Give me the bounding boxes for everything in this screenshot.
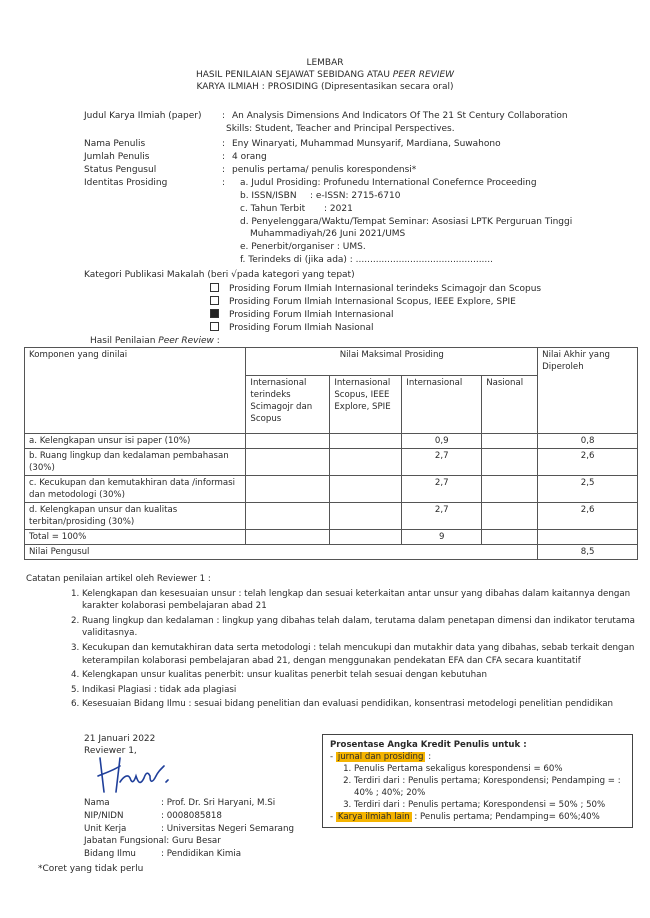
status-label: Status Pengusul xyxy=(84,165,157,175)
colon: : xyxy=(222,152,226,162)
identitas-b-value: : e-ISSN: 2715-6710 xyxy=(310,191,401,201)
total-row xyxy=(25,530,638,545)
credit-item: 1. Penulis Pertama sekaligus korespondensi = 60% xyxy=(354,763,625,775)
total-intl-value: 9 xyxy=(402,530,482,545)
signer-details xyxy=(84,797,294,861)
footnote: *Coret yang tidak perlu xyxy=(38,864,144,874)
note-item: 6. Kesesuaian Bidang Ilmu : sesuai bidang penelitian dan evaluasi pendidikan, konsentrasi metodelogi penelitian pendidikan xyxy=(82,698,638,711)
pengusul-value: 8,5 xyxy=(538,545,638,560)
hasil-prefix: Hasil Penilaian xyxy=(90,336,159,346)
identitas-c-label: c. Tahun Terbit xyxy=(240,204,306,214)
sign-date: 21 Januari 2022 xyxy=(84,734,156,744)
row-label: a. Kelengkapan unsur isi paper (10%) xyxy=(25,434,246,449)
note-item: 2. Ruang lingkup dan kedalaman : lingkup yang dibahas telah dalam, terutama dalam penetapan dimensi dan indikator terutama validitasnya. xyxy=(82,615,638,640)
penulis-label: Nama Penulis xyxy=(84,139,146,149)
row-intl-value: 2,7 xyxy=(402,449,482,476)
penulis-value: Eny Winaryati, Muhammad Munsyarif, Mardiana, Suwahono xyxy=(232,139,501,149)
note-item: 4. Kelengkapan unsur kualitas penerbit: unsur kualitas penerbit telah sesuai dengan kebutuhan xyxy=(82,669,638,682)
judul-label: Judul Karya Ilmiah (paper) xyxy=(84,111,202,121)
reviewer-notes xyxy=(26,573,638,713)
title-prefix: HASIL PENILAIAN SEJAWAT SEBIDANG ATAU xyxy=(195,70,393,80)
row-intl-value: 2,7 xyxy=(402,476,482,503)
row-akhir-value: 2,6 xyxy=(538,503,638,530)
note-item: 3. Kecukupan dan kemutakhiran data serta metodologi : telah mencukupi dan mutakhir data yang dibahas, sebab terkait dengan keterampilan kolaborasi pembelajaran abad 21, dengan menggunakan pendekatan EFA dan CFA secara kuantitatif xyxy=(82,642,638,667)
hasil-emphasis: Peer Review xyxy=(158,336,214,346)
sign-role: Reviewer 1, xyxy=(84,746,137,756)
row-akhir-value: 0,8 xyxy=(538,434,638,449)
identitas-a: a. Judul Prosiding: Profunedu International Conefernce Proceeding xyxy=(240,178,537,188)
judul-value-2: Skills: Student, Teacher and Principal Perspectives. xyxy=(226,124,455,134)
identitas-f: f. Terindeks di (jika ada) : ................................................ xyxy=(240,255,494,265)
kategori-item-text: Prosiding Forum Ilmiah Internasional xyxy=(229,310,394,320)
credit-title: Prosentase Angka Kredit Penulis untuk : xyxy=(330,740,527,750)
header-nilai-akhir: Nilai Akhir yang Diperoleh xyxy=(538,348,638,434)
notes-title: Catatan penilaian artikel oleh Reviewer 1 : xyxy=(26,574,211,584)
unit-label: Unit Kerja xyxy=(84,823,127,834)
identitas-c-value: : 2021 xyxy=(324,204,353,214)
judul-value-1: An Analysis Dimensions And Indicators Of The 21 St Century Collaboration xyxy=(232,111,568,121)
doc-title-line3: KARYA ILMIAH : PROSIDING (Dipresentasikan secara oral) xyxy=(196,82,454,92)
checkbox-icon[interactable] xyxy=(210,296,219,305)
credit-jurnal: - jurnal dan prosiding : xyxy=(330,752,432,762)
bidang-label: Bidang Ilmu xyxy=(84,849,136,860)
karya-highlight: Karya ilmiah lain xyxy=(337,812,410,822)
kategori-item-text: Prosiding Forum Ilmiah Nasional xyxy=(229,323,374,333)
status-value: penulis pertama/ penulis korespondensi* xyxy=(232,165,417,175)
kategori-item-text: Prosiding Forum Ilmiah Internasional Scopus, IEEE Explore, SPIE xyxy=(229,297,516,307)
row-akhir-value: 2,5 xyxy=(538,476,638,503)
nip-label: NIP/NIDN xyxy=(84,810,124,821)
unit-value: : Universitas Negeri Semarang xyxy=(161,823,294,834)
table-row xyxy=(25,476,638,503)
checkbox-icon[interactable] xyxy=(210,283,219,292)
kategori-item-text: Prosiding Forum Ilmiah Internasional terindeks Scimagojr dan Scopus xyxy=(229,284,542,294)
jumlah-value: 4 orang xyxy=(232,152,267,162)
karya-suffix: : Penulis pertama; Pendamping= 60%;40% xyxy=(414,812,600,822)
hasil-label xyxy=(90,336,220,346)
bidang-value: : Pendidikan Kimia xyxy=(161,849,242,860)
colon: : xyxy=(222,139,226,149)
nama-label: Nama xyxy=(84,798,110,808)
row-label: c. Kecukupan dan kemutakhiran data /informasi dan metodologi (30%) xyxy=(25,476,246,503)
credit-item: 3. Terdiri dari : Penulis pertama; Korespondensi = 50% ; 50% xyxy=(354,799,625,811)
nip-value: : 0008085818 xyxy=(161,810,222,821)
header-komponen: Komponen yang dinilai xyxy=(25,348,246,434)
row-intl-value: 0,9 xyxy=(402,434,482,449)
subheader-intl: Internasional xyxy=(402,376,482,434)
credit-box xyxy=(322,734,633,828)
kategori-label: Kategori Publikasi Makalah (beri √pada kategori yang tepat) xyxy=(84,270,355,280)
colon: : xyxy=(222,111,226,121)
credit-karya: - Karya ilmiah lain : Penulis pertama; Pendamping= 60%;40% xyxy=(330,812,600,822)
note-item: 5. Indikasi Plagiasi : tidak ada plagiasi xyxy=(82,684,638,697)
nama-value: : Prof. Dr. Sri Haryani, M.Si xyxy=(161,798,276,808)
doc-title-line2 xyxy=(0,70,650,80)
header-nilai-max: Nilai Maksimal Prosiding xyxy=(246,348,538,376)
subheader-nasional: Nasional xyxy=(482,376,538,434)
score-table xyxy=(24,347,638,560)
identitas-label: Identitas Prosiding xyxy=(84,178,168,188)
row-label: b. Ruang lingkup dan kedalaman pembahasan (30%) xyxy=(25,449,246,476)
jurnal-suffix: : xyxy=(425,752,432,762)
doc-title-line1: LEMBAR xyxy=(306,58,344,68)
table-row xyxy=(25,449,638,476)
checkbox-checked-icon[interactable] xyxy=(210,309,219,318)
identitas-d-1: d. Penyelenggara/Waktu/Tempat Seminar: Asosiasi LPTK Perguruan Tinggi xyxy=(240,217,573,227)
table-row xyxy=(25,434,638,449)
credit-item: 2. Terdiri dari : Penulis pertama; Korespondensi; Pendamping = : 40% ; 40%; 20% xyxy=(354,775,625,799)
colon: : xyxy=(222,165,226,175)
total-label: Total = 100% xyxy=(25,530,246,545)
identitas-b-label: b. ISSN/ISBN xyxy=(240,191,297,201)
kategori-item-3 xyxy=(210,309,393,320)
colon: : xyxy=(222,178,226,188)
row-akhir-value: 2,6 xyxy=(538,449,638,476)
pengusul-row xyxy=(25,545,638,560)
identitas-e: e. Penerbit/organiser : UMS. xyxy=(240,242,366,252)
subheader-intl-scimago: Internasional terindeks Scimagojr dan Scopus xyxy=(246,376,330,434)
note-item: 1. Kelengkapan dan kesesuaian unsur : telah lengkap dan sesuai keterkaitan antar unsur yang dibahas dalam kaitannya dengan karakter kolaborasi pembelajaran abad 21 xyxy=(82,588,638,613)
row-intl-value: 2,7 xyxy=(402,503,482,530)
identitas-d-2: Muhammadiyah/26 Juni 2021/UMS xyxy=(250,229,406,239)
kategori-item-4 xyxy=(210,322,374,333)
kategori-item-1 xyxy=(210,283,541,294)
jumlah-label: Jumlah Penulis xyxy=(84,152,150,162)
table-row xyxy=(25,503,638,530)
checkbox-icon[interactable] xyxy=(210,322,219,331)
pengusul-label: Nilai Pengusul xyxy=(25,545,538,560)
row-label: d. Kelengkapan unsur dan kualitas terbitan/prosiding (30%) xyxy=(25,503,246,530)
hasil-suffix: : xyxy=(213,336,220,346)
jabatan-line: Jabatan Fungsional: Guru Besar xyxy=(84,836,221,847)
jurnal-highlight: jurnal dan prosiding xyxy=(337,752,424,762)
subheader-intl-scopus: Internasional Scopus, IEEE Explore, SPIE xyxy=(330,376,402,434)
kategori-item-2 xyxy=(210,296,516,307)
title-emphasis: PEER REVIEW xyxy=(392,70,455,80)
handwritten-signature-icon xyxy=(94,752,186,800)
